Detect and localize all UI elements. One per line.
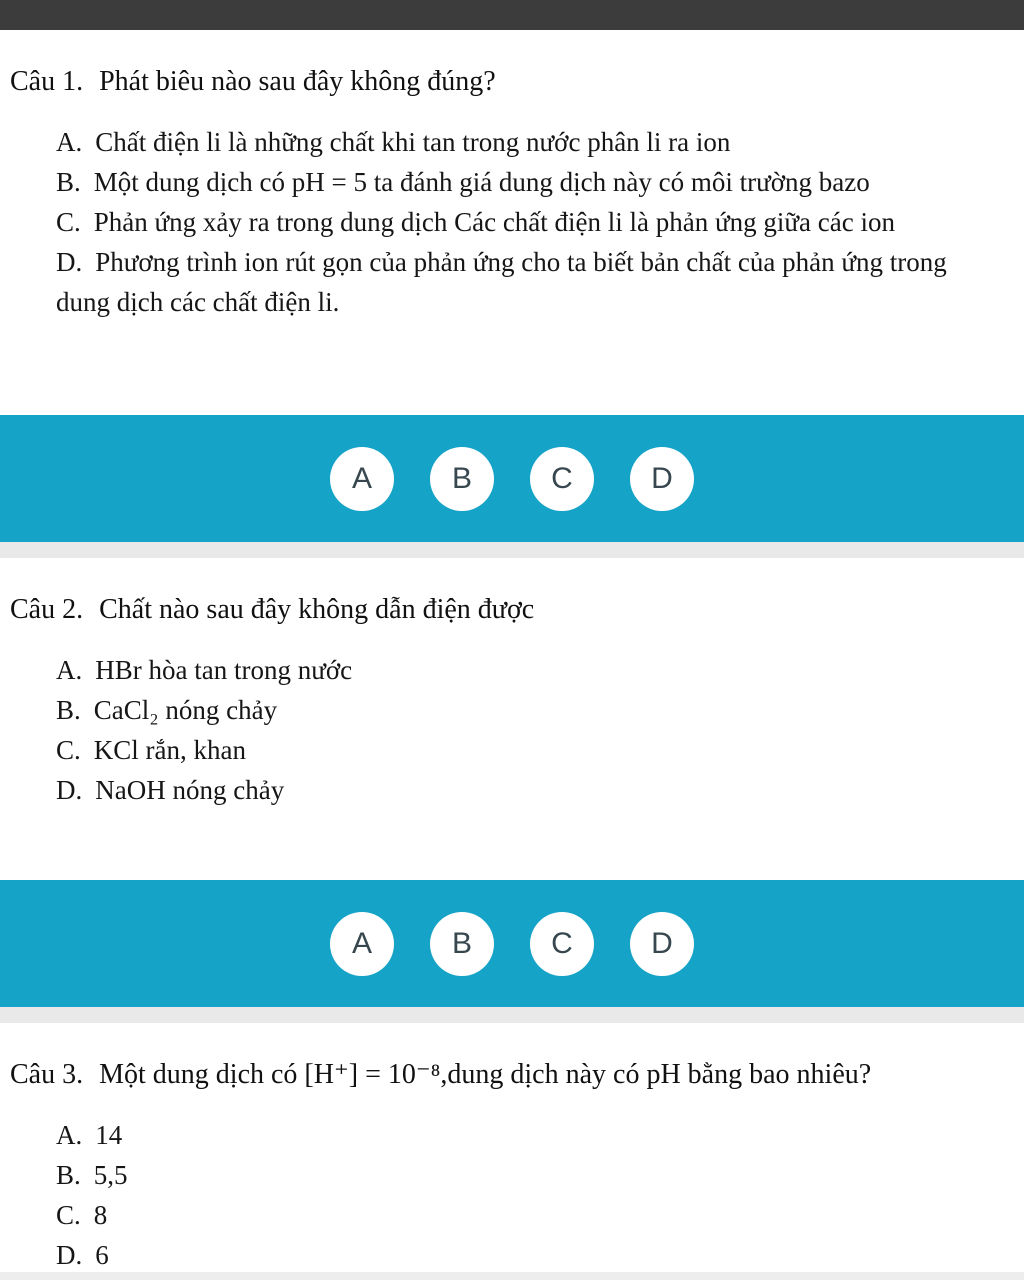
option-text: Một dung dịch có pH = 5 ta đánh giá dung dịch này có môi trường bazo (93, 167, 870, 197)
option-row-b (56, 690, 1000, 730)
option-text: HBr hòa tan trong nước (95, 655, 353, 685)
option-row-c (56, 1195, 1000, 1235)
answer-b-button[interactable]: B (430, 447, 494, 511)
top-bar (0, 0, 1024, 30)
answer-c-button[interactable]: C (530, 912, 594, 976)
question-text: Một dung dịch có [H⁺] = 10⁻⁸,dung dịch này có pH bằng bao nhiêu? (99, 1059, 872, 1090)
section-divider (0, 1007, 1024, 1023)
option-letter: B. (56, 695, 81, 725)
question-number: Câu 3. (10, 1059, 84, 1090)
answer-a-button[interactable]: A (330, 447, 394, 511)
option-text: Phản ứng xảy ra trong dung dịch Các chất điện li là phản ứng giữa các ion (93, 207, 895, 237)
option-letter: A. (56, 655, 83, 685)
option-letter: D. (56, 247, 83, 277)
question-2-section (0, 558, 1024, 880)
option-row-d (56, 1235, 1000, 1275)
option-row-c (56, 202, 1000, 242)
option-text: 5,5 (93, 1160, 128, 1190)
answer-d-button[interactable]: D (630, 912, 694, 976)
option-row-d (56, 770, 1000, 810)
option-text: Chất điện li là những chất khi tan trong nước phân li ra ion (95, 127, 731, 157)
option-row-a (56, 122, 1000, 162)
option-text: CaCl₂ nóng chảy (93, 695, 278, 725)
option-text: NaOH nóng chảy (95, 775, 285, 805)
question-number: Câu 1. (10, 66, 84, 97)
question-1-section (0, 30, 1024, 415)
question-1-title (10, 64, 1000, 100)
option-letter: C. (56, 735, 81, 765)
question-3-options (10, 1115, 1000, 1275)
option-text: 8 (93, 1200, 108, 1230)
question-number: Câu 2. (10, 594, 84, 625)
option-row-c (56, 730, 1000, 770)
option-row-d (56, 242, 1000, 322)
question-2-options (10, 650, 1000, 810)
answer-a-button[interactable]: A (330, 912, 394, 976)
answer-b-button[interactable]: B (430, 912, 494, 976)
question-1-options (10, 122, 1000, 322)
option-letter: A. (56, 127, 83, 157)
question-3-section (0, 1023, 1024, 1280)
option-row-a (56, 1115, 1000, 1155)
section-divider (0, 542, 1024, 558)
answer-d-button[interactable]: D (630, 447, 694, 511)
option-row-b (56, 1155, 1000, 1195)
question-text: Phát biêu nào sau đây không đúng? (99, 66, 496, 97)
option-letter: C. (56, 1200, 81, 1230)
option-letter: B. (56, 167, 81, 197)
option-letter: D. (56, 1240, 83, 1270)
answer-c-button[interactable]: C (530, 447, 594, 511)
question-text: Chất nào sau đây không dẫn điện được (99, 594, 535, 625)
option-letter: D. (56, 775, 83, 805)
option-row-b (56, 162, 1000, 202)
question-2-title (10, 592, 1000, 628)
option-text: Phương trình ion rút gọn của phản ứng cho ta biết bản chất của phản ứng trong dung dịch các chất điện li. (56, 247, 947, 317)
option-row-a (56, 650, 1000, 690)
question-3-title (10, 1057, 1000, 1093)
option-letter: B. (56, 1160, 81, 1190)
question-1-answer-band (0, 415, 1024, 542)
bottom-edge-strip (0, 1272, 1024, 1280)
option-text: 6 (95, 1240, 109, 1270)
option-letter: C. (56, 207, 81, 237)
question-2-answer-band (0, 880, 1024, 1007)
option-text: 14 (95, 1120, 123, 1150)
option-text: KCl rắn, khan (93, 735, 246, 765)
option-letter: A. (56, 1120, 83, 1150)
